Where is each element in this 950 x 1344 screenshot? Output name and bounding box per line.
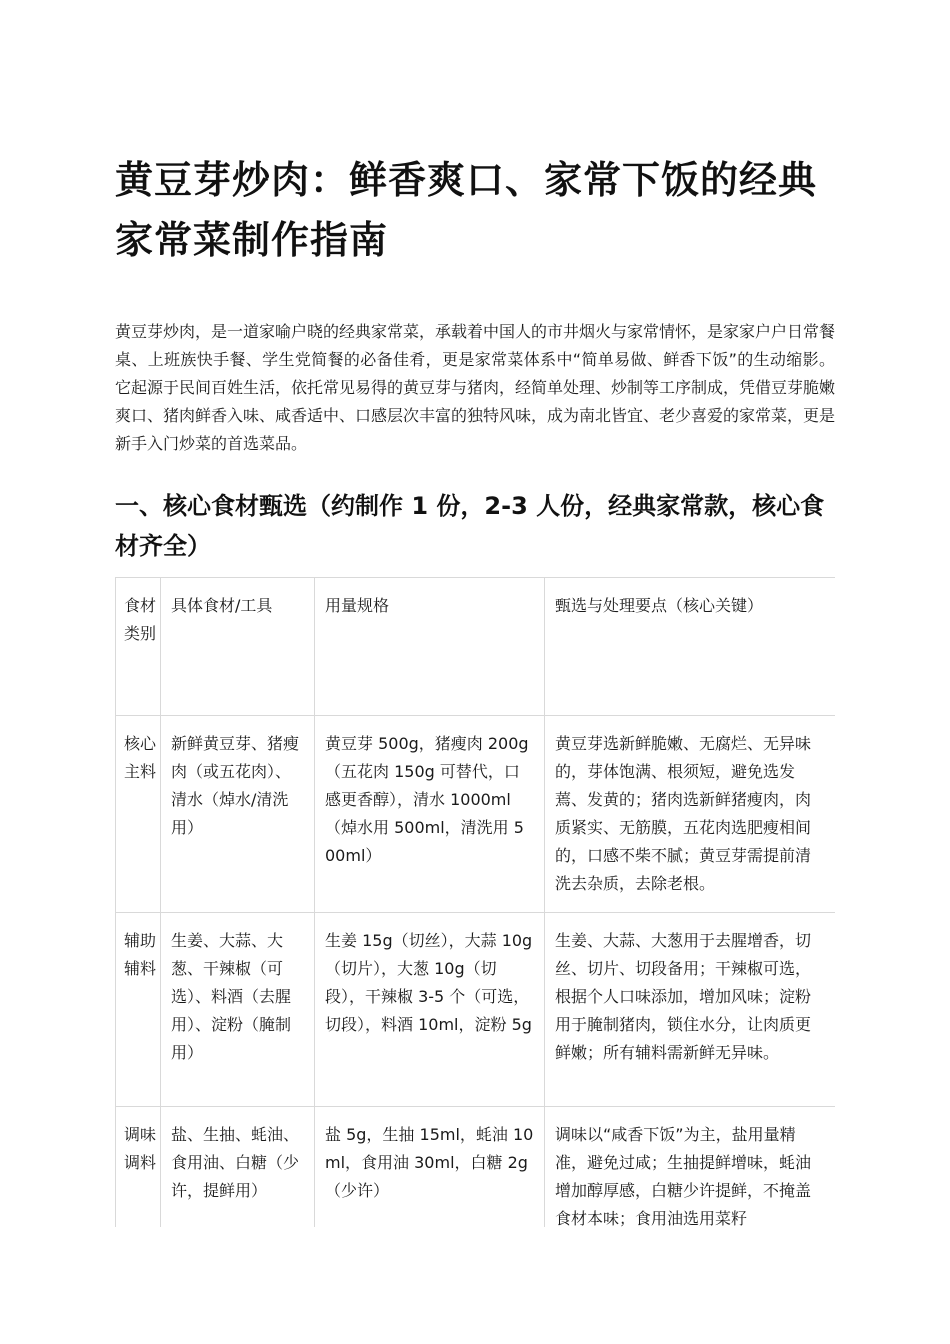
- table-header-row: [116, 578, 836, 716]
- ingredients-table-container: [115, 577, 835, 1227]
- header-amount: 用量规格: [315, 578, 545, 716]
- header-category: 食材类别: [116, 578, 161, 716]
- cell-items: 盐、生抽、蚝油、食用油、白糖（少许，提鲜用）: [161, 1107, 315, 1228]
- cell-items: 生姜、大蒜、大葱、干辣椒（可选）、料酒（去腥用）、淀粉（腌制用）: [161, 913, 315, 1107]
- cell-amount: 生姜 15g（切丝），大蒜 10g（切片），大葱 10g（切段），干辣椒 3-5 个（可选，切段），料酒 10ml，淀粉 5g: [315, 913, 545, 1107]
- section-heading-ingredients: 一、核心食材甄选（约制作 1 份，2-3 人份，经典家常款，核心食材齐全）: [115, 492, 825, 560]
- cell-items: 新鲜黄豆芽、猪瘦肉（或五花肉）、清水（焯水/清洗用）: [161, 716, 315, 913]
- cell-notes: 调味以“咸香下饭”为主，盐用量精准，避免过咸；生抽提鲜增味，蚝油增加醇厚感，白糖少许提鲜，不掩盖食材本味；食用油选用菜籽: [545, 1107, 836, 1228]
- cell-category: 辅助辅料: [116, 913, 161, 1107]
- header-notes: 甄选与处理要点（核心关键）: [545, 578, 836, 716]
- ingredients-table: [115, 577, 835, 1227]
- table-row: [116, 913, 836, 1107]
- cell-category: 核心主料: [116, 716, 161, 913]
- cell-amount: 黄豆芽 500g，猪瘦肉 200g（五花肉 150g 可替代，口感更香醇），清水 1000ml（焯水用 500ml，清洗用 500ml）: [315, 716, 545, 913]
- article-title: 黄豆芽炒肉：鲜香爽口、家常下饭的经典家常菜制作指南: [115, 158, 818, 262]
- cell-category: 调味调料: [116, 1107, 161, 1228]
- cell-amount: 盐 5g，生抽 15ml，蚝油 10ml，食用油 30ml，白糖 2g（少许）: [315, 1107, 545, 1228]
- cell-notes: 黄豆芽选新鲜脆嫩、无腐烂、无异味的，芽体饱满、根须短，避免选发蔫、发黄的；猪肉选新鲜猪瘦肉，肉质紧实、无筋膜，五花肉选肥瘦相间的，口感不柴不腻；黄豆芽需提前清洗去杂质，去除老根。: [545, 716, 836, 913]
- intro-paragraph: 黄豆芽炒肉，是一道家喻户晓的经典家常菜，承载着中国人的市井烟火与家常情怀，是家家户户日常餐桌、上班族快手餐、学生党简餐的必备佳肴，更是家常菜体系中“简单易做、鲜香下饭”的生动缩影。它起源于民间百姓生活，依托常见易得的黄豆芽与猪肉，经简单处理、炒制等工序制成，凭借豆芽脆嫩爽口、猪肉鲜香入味、咸香适中、口感层次丰富的独特风味，成为南北皆宜、老少喜爱的家常菜，更是新手入门炒菜的首选菜品。: [115, 322, 836, 453]
- table-row: [116, 1107, 836, 1228]
- table-row: [116, 716, 836, 913]
- header-items: 具体食材/工具: [161, 578, 315, 716]
- cell-notes: 生姜、大蒜、大葱用于去腥增香，切丝、切片、切段备用；干辣椒可选，根据个人口味添加，增加风味；淀粉用于腌制猪肉，锁住水分，让肉质更鲜嫩；所有辅料需新鲜无异味。: [545, 913, 836, 1107]
